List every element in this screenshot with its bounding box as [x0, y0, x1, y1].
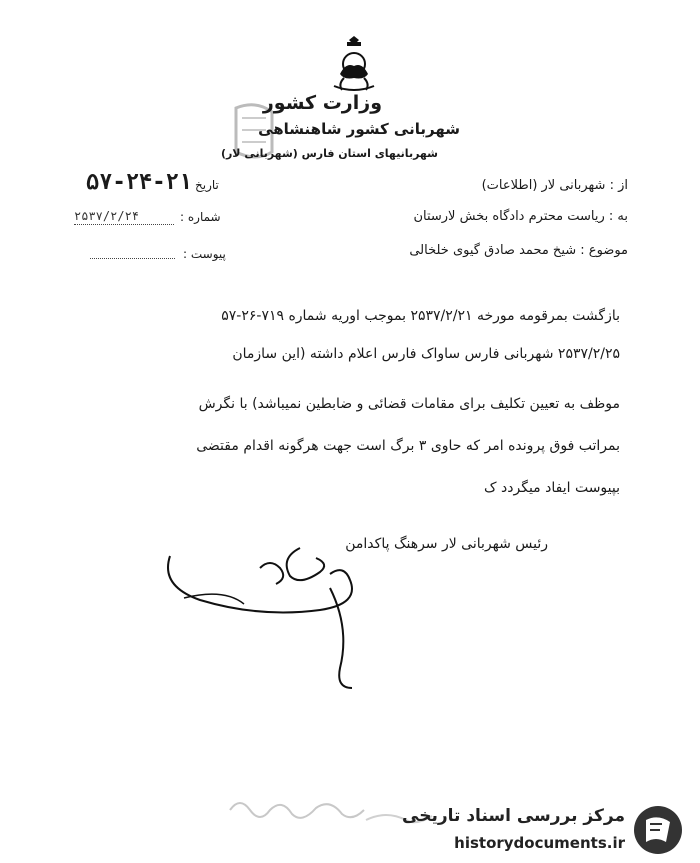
from-label: از : [609, 178, 628, 193]
from-field [482, 178, 628, 193]
from-value: شهربانی لار (اطلاعات) [481, 178, 606, 193]
date-label: تاریخ [195, 178, 219, 192]
date-value: ۵۷-۲۴-۲۱ [86, 170, 192, 195]
archive-logo-icon [630, 804, 686, 856]
number-label: شماره : [180, 210, 221, 224]
ministry-title: وزارت کشور [262, 92, 382, 114]
enclosure-dotline [90, 258, 175, 259]
to-value: ریاست محترم دادگاه بخش لارستان [413, 209, 605, 224]
subject-value: شیخ محمد صادق گیوی خلخالی [409, 243, 577, 258]
branch-title: شهربانیهای استان فارس (شهربانی لار) [220, 147, 438, 160]
number-value: ۲۵۳۷/۲/۲۴ [74, 209, 140, 223]
signatory: رئیس شهربانی لار سرهنگ پاکدامن [345, 536, 548, 552]
to-field [413, 209, 628, 224]
body-line-2: ۲۵۳۷/۲/۲۵ شهربانی فارس ساواک فارس اعلام داشته (این سازمان [232, 346, 620, 362]
lion-and-sun-emblem-icon [330, 34, 378, 94]
body-line-5: بپیوست ایفاد میگردد ک [484, 480, 620, 496]
handwritten-signature-icon [150, 528, 480, 698]
number-dotline [74, 224, 174, 225]
subject-label: موضوع : [580, 243, 628, 258]
body-line-1: بازگشت بمرقومه مورخه ۲۵۳۷/۲/۲۱ بموجب اوریه شماره ۷۱۹-۲۶-۵۷ [221, 308, 620, 324]
office-title: شهربانی کشور شاهنشاهی [258, 120, 460, 138]
body-line-3: موظف به تعیین تکلیف برای مقامات قضائی و ضابطین نمیباشد) با نگرش [198, 396, 620, 412]
enclosure-label: پیوست : [183, 247, 226, 261]
center-url: historydocuments.ir [454, 834, 625, 852]
to-label: به : [608, 209, 628, 224]
body-line-4: بمراتب فوق پرونده امر که حاوی ۳ برگ است جهت هرگونه اقدام مقتضی [196, 438, 620, 454]
center-name: مرکز بررسی اسناد تاریخی [402, 806, 625, 826]
subject-field [409, 243, 628, 258]
